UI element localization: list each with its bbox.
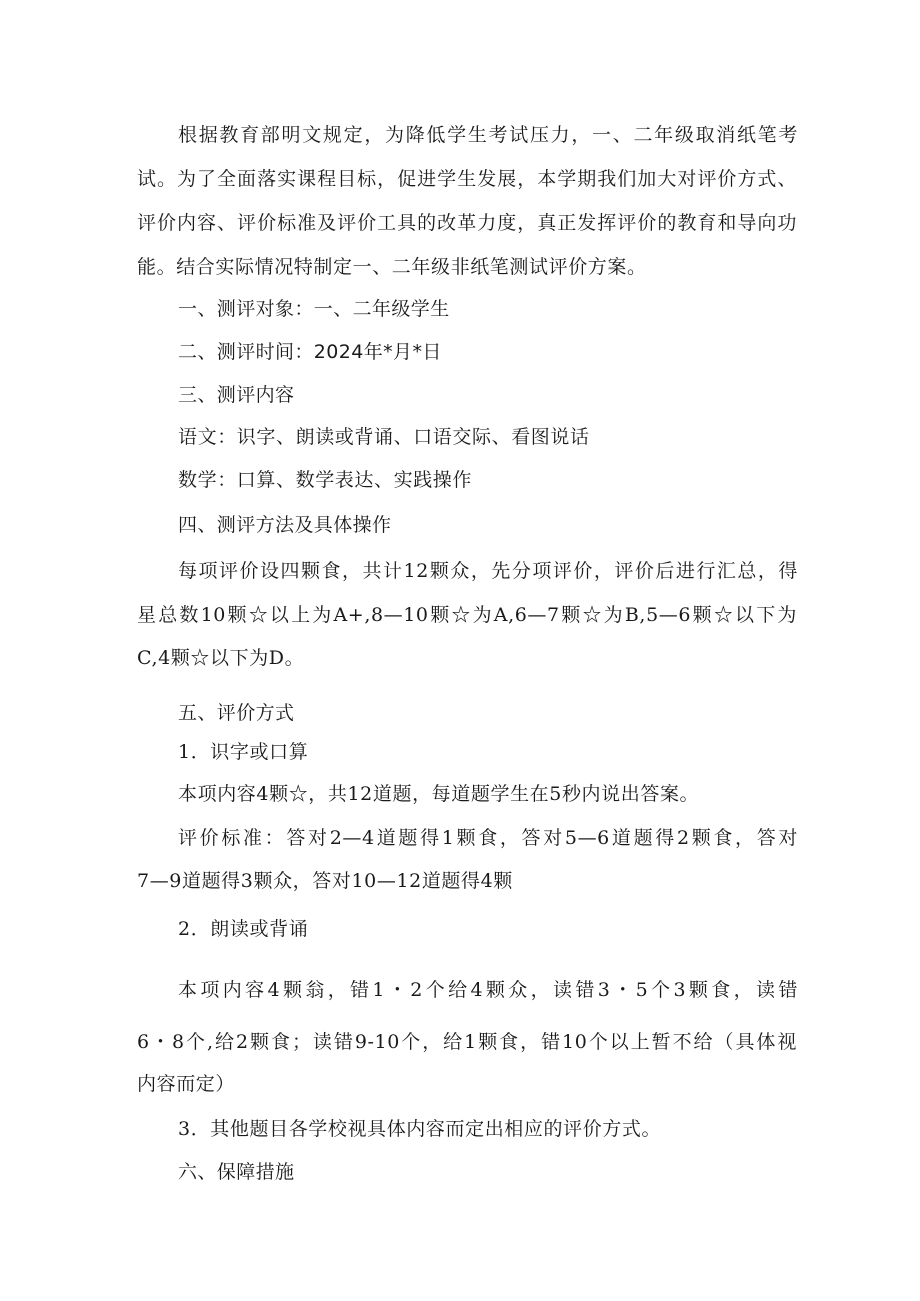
content-chinese: 语文：识字、朗读或背诵、口语交际、看图说话 [178,426,590,448]
item-1-criteria-line-2: 7—9道题得3颗众，答对10—12道题得4颗 [137,870,513,892]
intro-line-2: 试。为了全面落实课程目标，促进学生发展，本学期我们加大对评价方式、 [137,168,797,190]
item-3-title: 3．其他题目各学校视具体内容而定出相应的评价方式。 [178,1118,662,1140]
item-2-title: 2．朗读或背诵 [178,918,309,940]
item-2-line-1: 本项内容4颗翁，错1・2个给4颗众，读错3・5个3颗食，读错 [178,979,798,1001]
item-2-line-2: 6・8个,给2颗食；读错9-10个，给1颗食，错10个以上暂不给（具体视 [137,1031,797,1053]
section-heading-targets: 一、测评对象：一、二年级学生 [178,298,450,320]
section-heading-content: 三、测评内容 [178,384,295,406]
method-line-3: C,4颗☆以下为D。 [137,647,305,669]
section-heading-method: 四、测评方法及具体操作 [178,514,392,536]
method-line-2: 星总数10颗☆以上为A+,8—10颗☆为A,6—7颗☆为B,5—6颗☆以下为 [137,604,797,626]
item-1-criteria-line-1: 评价标准：答对2—4道题得1颗食，答对5—6道题得2颗食，答对 [178,827,798,849]
intro-line-3: 评价内容、评价标准及评价工具的改革力度，真正发挥评价的教育和导向功 [137,212,797,234]
intro-line-1: 根据教育部明文规定，为降低学生考试压力，一、二年级取消纸笔考 [178,124,798,146]
section-heading-safeguards: 六、保障措施 [178,1161,295,1183]
method-line-1: 每项评价设四颗食，共计12颗众，先分项评价，评价后进行汇总，得 [178,560,798,582]
content-math: 数学：口算、数学表达、实践操作 [178,469,473,491]
item-2-line-3: 内容而定） [137,1073,236,1095]
intro-line-4: 能。结合实际情况特制定一、二年级非纸笔测试评价方案。 [137,256,647,278]
item-1-title: 1．识字或口算 [178,741,309,763]
section-heading-time: 二、测评时间：2024年*月*日 [178,341,442,363]
section-heading-evaluation: 五、评价方式 [178,702,295,724]
item-1-content: 本项内容4颗☆，共12道题，每道题学生在5秒内说出答案。 [178,783,700,805]
